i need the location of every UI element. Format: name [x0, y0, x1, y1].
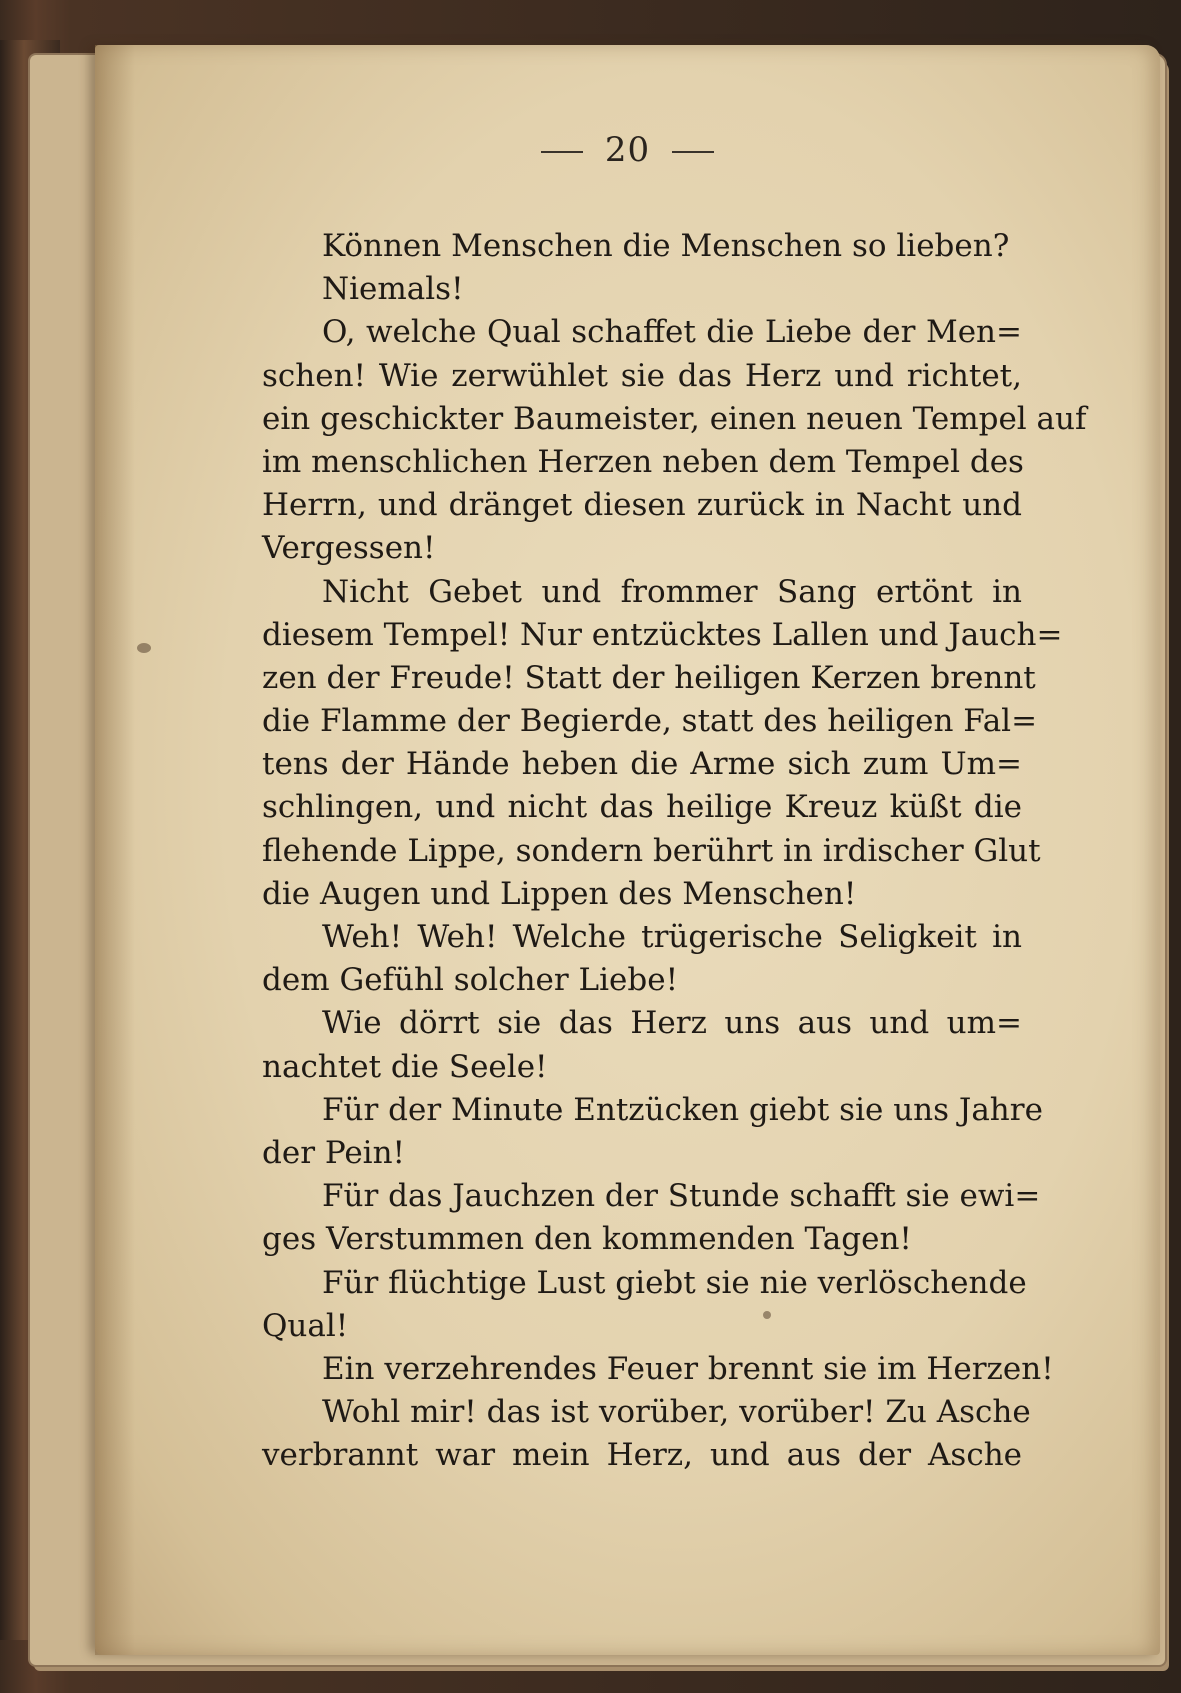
text-line: Für der Minute Entzücken giebt sie uns Jahre — [322, 1091, 1043, 1128]
text-line: dem Gefühl solcher Liebe! — [262, 962, 679, 999]
text-line: im menschlichen Herzen neben dem Tempel des — [262, 443, 1024, 480]
text-line: O, welche Qual schaffet die Liebe der Men= — [322, 314, 1022, 351]
text-line: ein geschickter Baumeister, einen neuen Tempel auf — [262, 400, 1087, 437]
page-gutter-shadow — [95, 45, 135, 1655]
text-line: flehende Lippe, sondern berührt in irdischer Glut — [262, 832, 1041, 869]
text-line: tens der Hände heben die Arme sich zum Um= — [262, 746, 1022, 783]
text-line: Für flüchtige Lust giebt sie nie verlöschende — [322, 1264, 1027, 1301]
text-line: Wie dörrt sie das Herz uns aus und um= — [322, 1005, 1022, 1042]
text-line: nachtet die Seele! — [262, 1048, 548, 1085]
text-line: zen der Freude! Statt der heiligen Kerzen brennt — [262, 659, 1036, 696]
text-line: verbrannt war mein Herz, und aus der Asche — [262, 1437, 1022, 1474]
page-header — [95, 130, 1160, 170]
text-line: Qual! — [262, 1307, 349, 1344]
text-line: Herrn, und dränget diesen zurück in Nacht und — [262, 487, 1022, 524]
book-page — [95, 45, 1160, 1655]
text-line: Wohl mir! das ist vorüber, vorüber! Zu Asche — [322, 1394, 1031, 1431]
text-line: Niemals! — [322, 271, 464, 308]
header-dash-left — [541, 151, 583, 153]
ink-spot — [137, 643, 151, 653]
ink-spot — [763, 1311, 771, 1319]
text-line: Nicht Gebet und frommer Sang ertönt in — [322, 573, 1022, 610]
text-line: der Pein! — [262, 1134, 406, 1171]
text-line: Können Menschen die Menschen so lieben? — [322, 228, 1010, 264]
page-number: 20 — [604, 130, 651, 170]
text-line: schen! Wie zerwühlet sie das Herz und richtet, — [262, 357, 1022, 394]
text-line: Vergessen! — [262, 530, 436, 567]
text-line: diesem Tempel! Nur entzücktes Lallen und Jauch= — [262, 616, 1063, 653]
text-line: Für das Jauchzen der Stunde schafft sie ewi= — [322, 1178, 1041, 1215]
header-dash-right — [672, 151, 714, 153]
text-line: schlingen, und nicht das heilige Kreuz küßt die — [262, 789, 1022, 826]
text-line: die Flamme der Begierde, statt des heiligen Fal= — [262, 703, 1038, 740]
text-line: die Augen und Lippen des Menschen! — [262, 875, 857, 912]
text-line: Ein verzehrendes Feuer brennt sie im Herzen! — [322, 1350, 1054, 1387]
text-line: ges Verstummen den kommenden Tagen! — [262, 1221, 912, 1258]
text-line: Weh! Weh! Welche trügerische Seligkeit in — [322, 919, 1022, 955]
body-text — [262, 225, 1087, 1477]
